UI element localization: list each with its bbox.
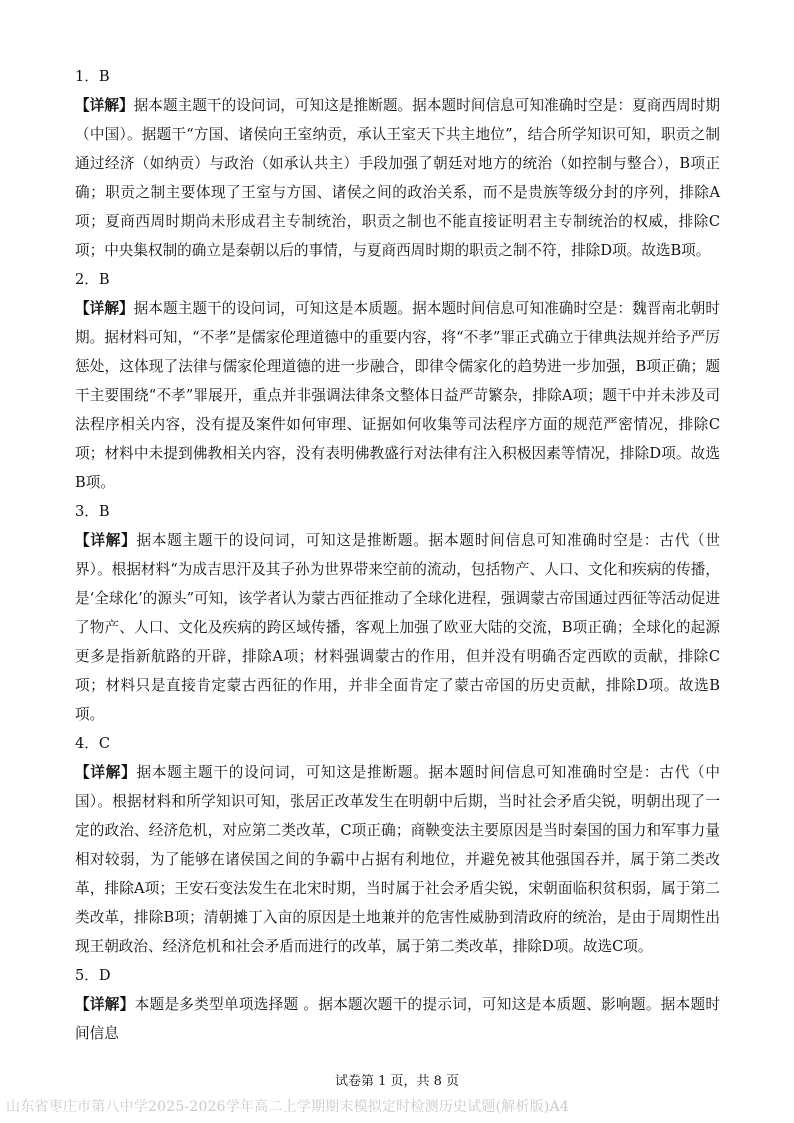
answer-content (75, 62, 720, 1048)
page-footer: 试卷第 1 页，共 8 页 (334, 1074, 460, 1089)
question-number: 3．B (75, 503, 110, 520)
question-number: 4．C (75, 735, 111, 752)
explanation-text: 据本题主题干的设问词，可知这是推断题。据本题时间信息可知准确时空是：古代（中国）。根据材料和所学知识可知，张居正改革发生在明朝中后期，当时社会矛盾尖锐，明朝出现了一定的政治、经济危机，对应第二类改革，C项正确；商鞅变法主要原因是当时秦国的国力和军事力量相对较弱，为了能够在诸侯国之间的争霸中占据有利地位，并避免被其他强国吞并，属于第二类改革，排除A项；王安石变法发生在北宋时期，当时属于社会矛盾尖锐，宋朝面临积贫积弱，属于第二类改革，排除B项；清朝摊丁入亩的原因是土地兼并的危害性威胁到清政府的统治，是由于周期性出现王朝政治、经济危机和社会矛盾而进行的改革，属于第二类改革，排除D项。故选C项。 (75, 764, 720, 955)
detail-tag: 【详解】 (75, 532, 137, 549)
explanation-text: 本题是多类型单项选择题 。据本题次题干的提示词，可知这是本质题、影响题。据本题时间信息 (75, 996, 720, 1042)
detail-tag: 【详解】 (75, 996, 135, 1013)
detail-tag: 【详解】 (75, 764, 137, 781)
answer-explanation (75, 758, 720, 961)
explanation-text: 据本题主题干的设问词，可知这是本质题。据本题时间信息可知准确时空是：魏晋南北朝时期。据材料可知，“不孝”是儒家伦理道德中的重要内容，将“不孝”罪正式确立于律典法规并给予严厉惩处，这体现了法律与儒家伦理道德的进一步融合，即律令儒家化的趋势进一步加强，B项正确；题干主要围绕“不孝”罪展开，重点并非强调法律条文整体日益严苛繁杂，排除A项；题干中并未涉及司法程序相关内容，没有提及案件如何审理、证据如何收集等司法程序方面的规范严密情况，排除C项；材料中未提到佛教相关内容，没有表明佛教盛行对法律有注入积极因素等情况，排除D项。故选B项。 (75, 300, 720, 491)
detail-tag: 【详解】 (75, 300, 134, 317)
answer-explanation (75, 294, 720, 497)
answer-explanation (75, 990, 720, 1048)
watermark-text: 山东省枣庄市第八中学2025-2026学年高二上学期期末模拟定时检测历史试题(解析版)A4 (6, 1099, 569, 1115)
answer-explanation (75, 526, 720, 729)
question-number: 5．D (75, 967, 111, 984)
answer-explanation (75, 91, 720, 265)
question-number: 1．B (75, 68, 110, 85)
detail-tag: 【详解】 (75, 97, 134, 114)
explanation-text: 据本题主题干的设问词，可知这是推断题。据本题时间信息可知准确时空是：古代（世界）。根据材料“为成吉思汗及其子孙为世界带来空前的流动，包括物产、人口、文化和疾病的传播，是‘全球化’的源头”可知，该学者认为蒙古西征推动了全球化进程，强调蒙古帝国通过西征等活动促进了物产、人口、文化及疾病的跨区域传播，客观上加强了欧亚大陆的交流，B项正确；全球化的起源更多是指新航路的开辟，排除A项；材料强调蒙古的作用，但并没有明确否定西欧的贡献，排除C项；材料只是直接肯定蒙古西征的作用，并非全面肯定了蒙古帝国的历史贡献，排除D项。故选B项。 (75, 532, 720, 723)
question-number: 2．B (75, 271, 110, 288)
explanation-text: 据本题主题干的设问词，可知这是推断题。据本题时间信息可知准确时空是：夏商西周时期（中国）。据题干“方国、诸侯向王室纳贡，承认王室天下共主地位”，结合所学知识可知，职贡之制通过经济（如纳贡）与政治（如承认共主）手段加强了朝廷对地方的统治（如控制与整合），B项正确；职贡之制主要体现了王室与方国、诸侯之间的政治关系，而不是贵族等级分封的序列，排除A项；夏商西周时期尚未形成君主专制统治，职贡之制也不能直接证明君主专制统治的权威，排除C项；中央集权制的确立是秦朝以后的事情，与夏商西周时期的职贡之制不符，排除D项。故选B项。 (75, 97, 720, 259)
